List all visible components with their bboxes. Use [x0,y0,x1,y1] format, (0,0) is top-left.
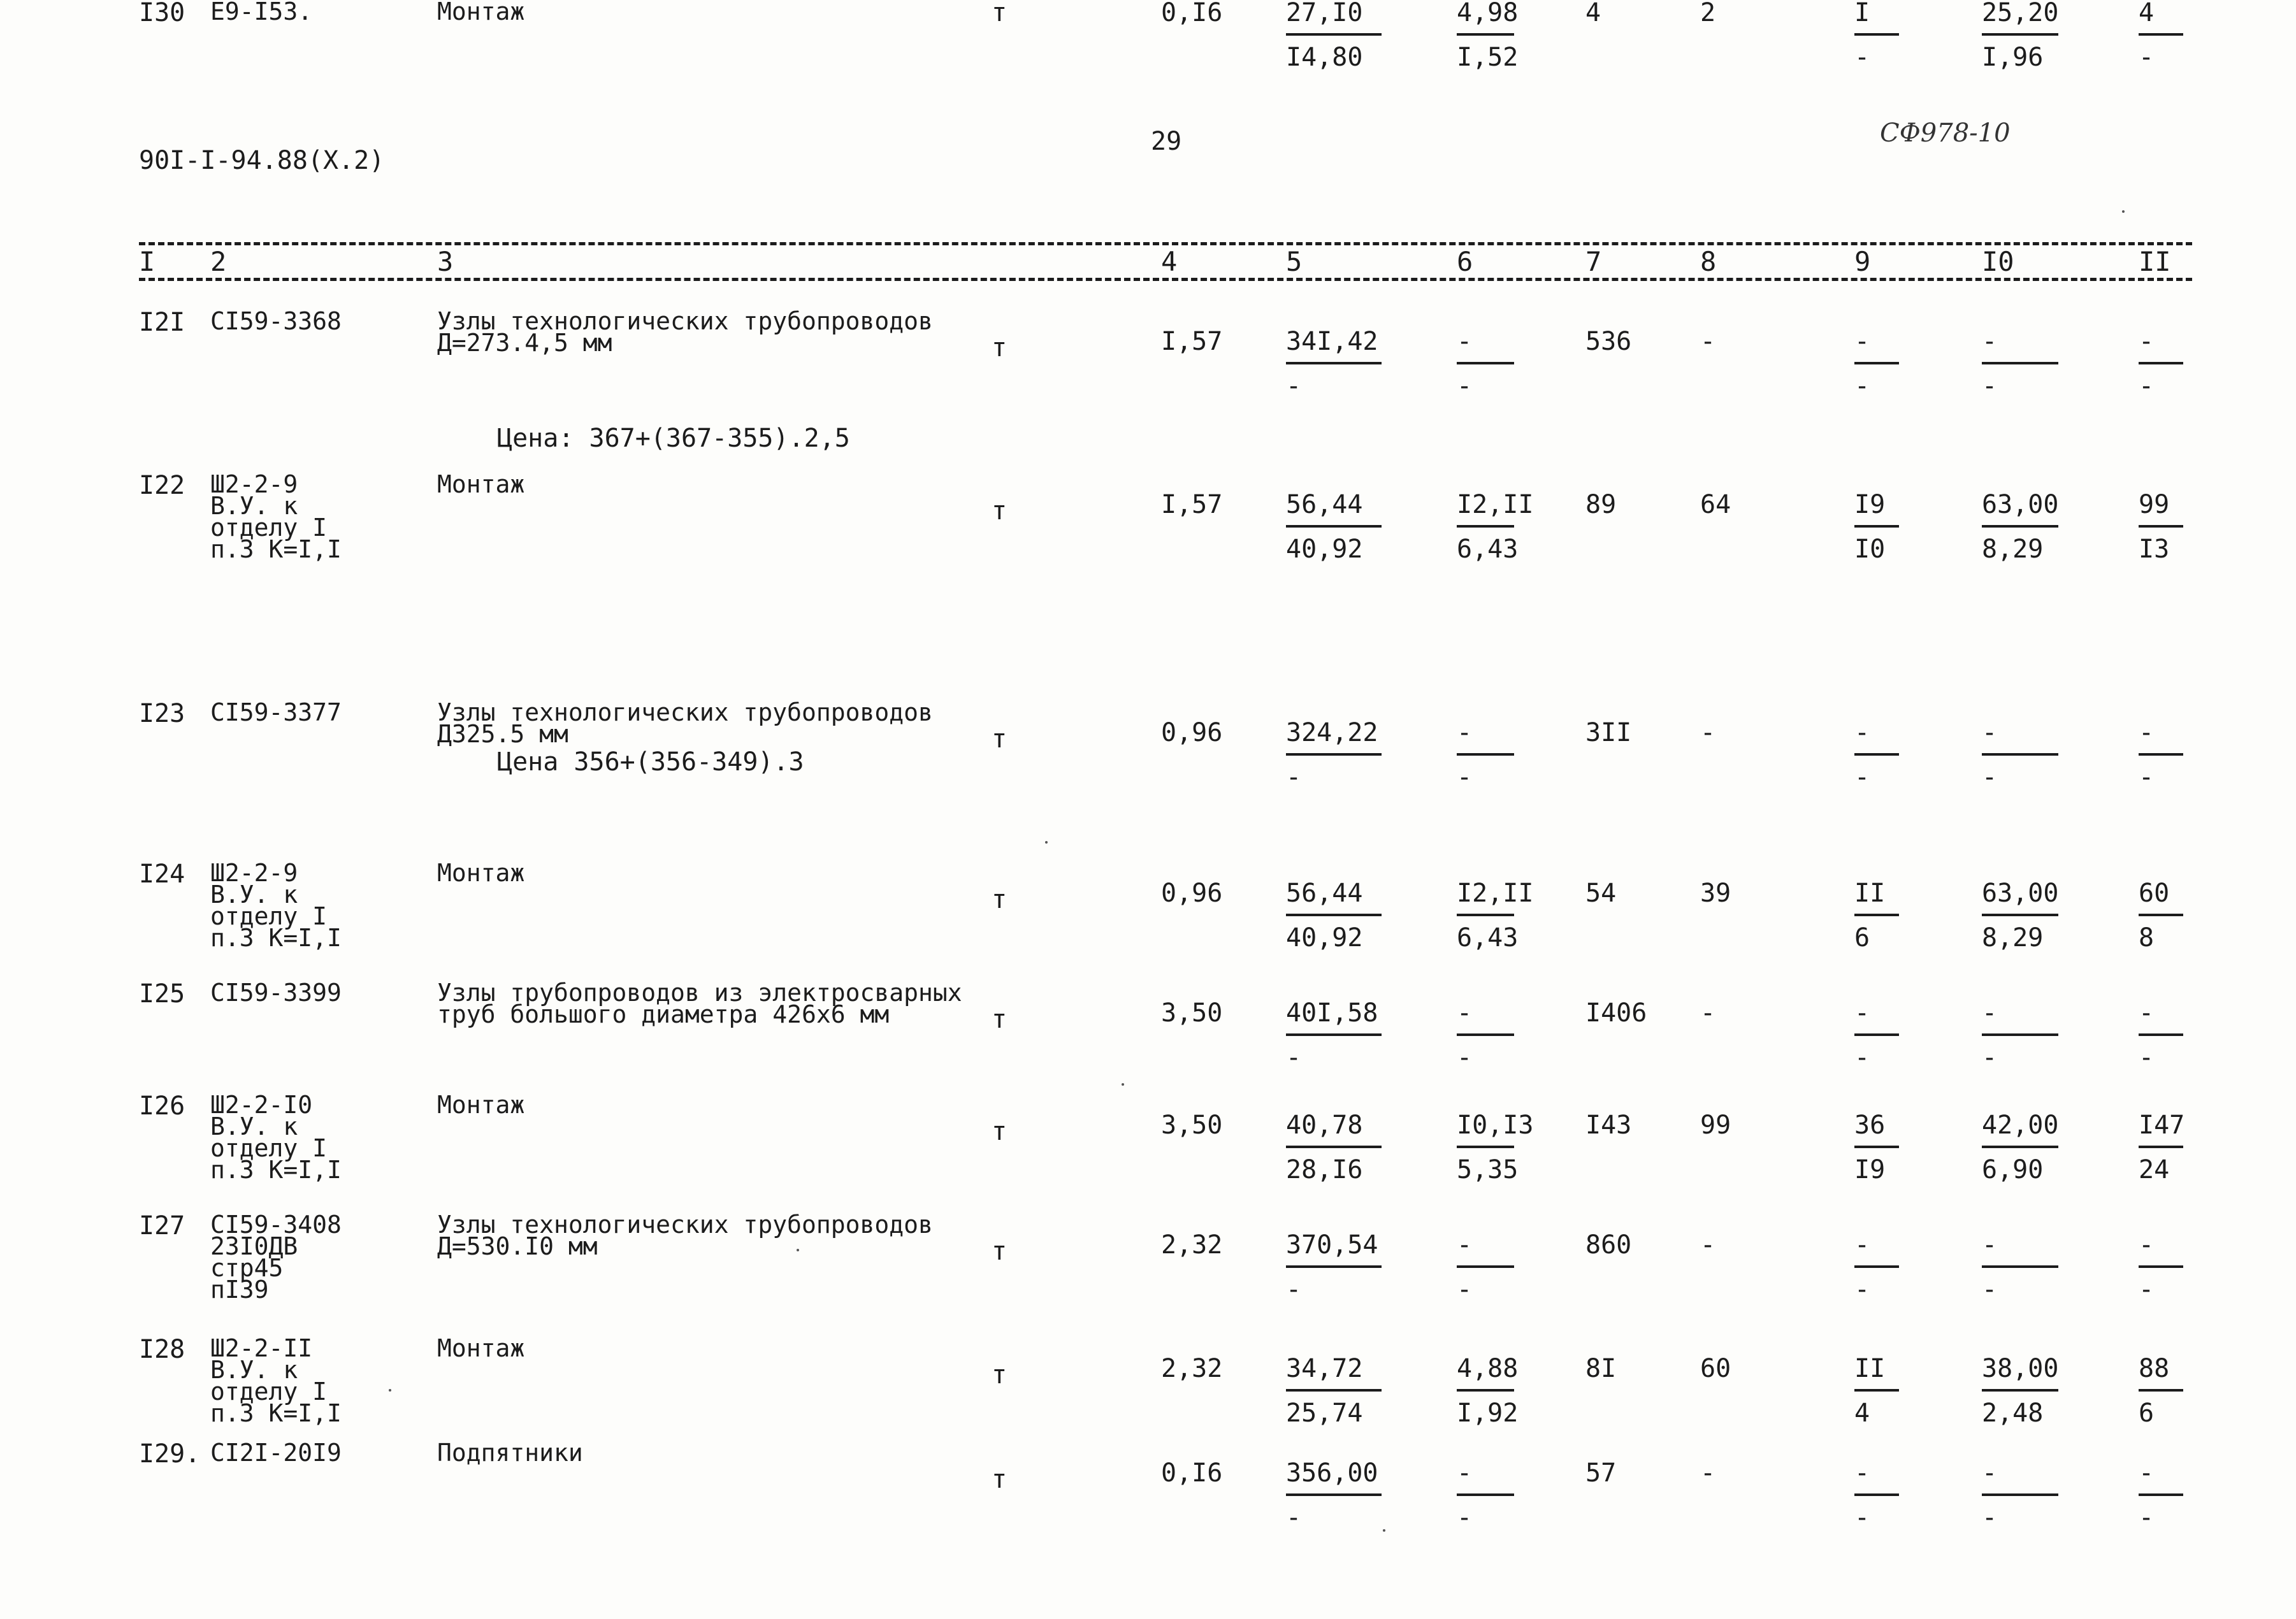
numerator: I47 [2139,1111,2185,1140]
fraction-bar [1982,914,2058,916]
denominator: 8 [2139,923,2155,953]
col7-value: 3II [1585,718,1632,747]
unit: т [992,0,1007,27]
col7-value: 860 [1585,1230,1632,1260]
row-number: I22 [139,471,185,500]
col7-value: 54 [1585,879,1617,908]
fraction-bar [1982,1146,2058,1148]
denominator: 8,29 [1982,535,2044,564]
col8-value: 2 [1700,0,1716,27]
norm-code-line: CI59-3377 [210,698,342,726]
denominator: - [1982,1503,1998,1532]
unit: т [992,1237,1007,1266]
price-note: Цена: 367+(367-355).2,5 [497,424,850,453]
denominator: I3 [2139,535,2170,564]
work-description-line: Д=530.I0 мм [437,1232,598,1260]
unit: т [992,1465,1007,1494]
row-number: I30 [139,0,185,27]
denominator: 24 [2139,1155,2170,1184]
fraction-bar [2139,1033,2183,1036]
denominator: - [1854,1275,1870,1304]
quantity: 0,96 [1161,879,1223,908]
denominator: I0 [1854,535,1886,564]
numerator: - [2139,998,2155,1028]
denominator: I,96 [1982,43,2044,72]
column-header: 4 [1161,246,1178,277]
fraction-bar [1854,753,1899,756]
unit: т [992,333,1007,363]
numerator: 4,98 [1457,0,1519,27]
numerator: - [1854,1230,1870,1260]
denominator: - [1854,43,1870,72]
fraction-bar [1982,1493,2058,1496]
fraction-bar [1854,1265,1899,1268]
norm-code-line: отделу I [210,1378,328,1406]
numerator: 40,78 [1286,1111,1363,1140]
numerator: II [1854,1354,1886,1383]
denominator: I,52 [1457,43,1519,72]
unit: т [992,496,1007,526]
denominator: 6 [1854,923,1870,953]
denominator: - [2139,1503,2155,1532]
col7-value: 57 [1585,1458,1617,1488]
numerator: 42,00 [1982,1111,2059,1140]
work-description-line: Узлы трубопроводов из электросварных [437,979,962,1007]
denominator: - [1982,1275,1998,1304]
fraction-bar [1854,1389,1899,1392]
row-number: I28 [139,1335,185,1364]
col7-value: 8I [1585,1354,1617,1383]
unit: т [992,1117,1007,1146]
denominator: 25,74 [1286,1399,1363,1428]
numerator: II [1854,879,1886,908]
norm-code-line: Ш2-2-II [210,1334,313,1362]
denominator: 4 [1854,1399,1870,1428]
numerator: 56,44 [1286,879,1363,908]
col7-value: 536 [1585,327,1632,356]
col8-value: 99 [1700,1111,1731,1140]
col8-value: 39 [1700,879,1731,908]
row-number: I23 [139,699,185,728]
norm-code-line: отделу I [210,902,328,930]
denominator: - [1982,1043,1998,1072]
numerator: 63,00 [1982,490,2059,519]
denominator: - [1286,763,1302,792]
fraction-bar [1854,1493,1899,1496]
numerator: 34I,42 [1286,327,1378,356]
norm-code-line: п.3 К=I,I [210,535,342,563]
column-header: 2 [210,246,227,277]
denominator: - [2139,1043,2155,1072]
numerator: - [1457,718,1473,747]
denominator: - [1854,371,1870,401]
numerator: - [1854,1458,1870,1488]
column-header: 7 [1585,246,1602,277]
fraction-bar [1854,33,1899,36]
quantity: 2,32 [1161,1230,1223,1260]
denominator: - [1457,1503,1473,1532]
numerator: 88 [2139,1354,2170,1383]
numerator: - [1457,327,1473,356]
fraction-bar [2139,1389,2183,1392]
work-description-line: Д=273.4,5 мм [437,329,612,357]
work-description-line: Монтаж [437,859,525,887]
fraction-bar [1286,914,1382,916]
fraction-bar [2139,1265,2183,1268]
fraction-bar [2139,1493,2183,1496]
norm-code-line: CI59-3368 [210,307,342,335]
work-description-line: Узлы технологических трубопроводов [437,1211,933,1239]
numerator: 38,00 [1982,1354,2059,1383]
numerator: - [1457,1458,1473,1488]
fraction-bar [2139,914,2183,916]
work-description-line: Узлы технологических трубопроводов [437,307,933,335]
denominator: - [1457,763,1473,792]
col8-value: - [1700,718,1716,747]
fraction-bar [1854,525,1899,528]
numerator: 34,72 [1286,1354,1363,1383]
fraction-bar [1286,753,1382,756]
fraction-bar [1982,1033,2058,1036]
work-description-line: труб большого диаметра 426х6 мм [437,1000,890,1028]
price-note: Цена 356+(356-349).3 [497,747,804,777]
fraction-bar [1286,1033,1382,1036]
fraction-bar [1457,1389,1514,1392]
column-header: 6 [1457,246,1473,277]
fraction-bar [1286,525,1382,528]
denominator: 6,90 [1982,1155,2044,1184]
fraction-bar [1982,33,2058,36]
fraction-bar [1457,1265,1514,1268]
work-description-line: Узлы технологических трубопроводов [437,698,933,726]
fraction-bar [1457,525,1514,528]
norm-code-line: В.У. к [210,1112,298,1140]
row-number: I27 [139,1211,185,1241]
norm-code-line: Е9-I53. [210,0,313,25]
numerator: - [1854,327,1870,356]
quantity: 0,I6 [1161,1458,1223,1488]
norm-code-line: В.У. к [210,492,298,520]
denominator: 5,35 [1457,1155,1519,1184]
fraction-bar [1982,753,2058,756]
fraction-bar [2139,1146,2183,1148]
denominator: - [1854,763,1870,792]
unit: т [992,885,1007,914]
denominator: 40,92 [1286,535,1363,564]
quantity: 3,50 [1161,998,1223,1028]
fraction-bar [1854,1033,1899,1036]
numerator: 25,20 [1982,0,2059,27]
numerator: I2,II [1457,879,1534,908]
col8-value: 64 [1700,490,1731,519]
fraction-bar [1457,1146,1514,1148]
numerator: - [2139,327,2155,356]
page-number: 29 [1151,127,1182,156]
column-header: 8 [1700,246,1717,277]
fraction-bar [1982,1265,2058,1268]
numerator: 36 [1854,1111,1886,1140]
numerator: 60 [2139,879,2170,908]
denominator: - [2139,1275,2155,1304]
column-header: 9 [1854,246,1871,277]
column-header: II [2139,246,2171,277]
quantity: 0,I6 [1161,0,1223,27]
numerator: I2,II [1457,490,1534,519]
work-description-line: Д325.5 мм [437,720,568,748]
norm-code-line: Ш2-2-9 [210,859,298,887]
row-number: I26 [139,1091,185,1121]
numerator: 356,00 [1286,1458,1378,1488]
denominator: - [1457,1043,1473,1072]
numerator: - [1982,327,1998,356]
unit: т [992,724,1007,754]
fraction-bar [1286,33,1382,36]
work-description-line: Монтаж [437,0,525,25]
header-top-rule [139,242,2192,245]
work-description-line: Монтаж [437,1091,525,1119]
col7-value: 4 [1585,0,1601,27]
col8-value: - [1700,1458,1716,1488]
norm-code-line: пI39 [210,1276,269,1304]
quantity: I,57 [1161,490,1223,519]
column-header: I0 [1982,246,2014,277]
denominator: 6,43 [1457,923,1519,953]
denominator: I9 [1854,1155,1886,1184]
unit: т [992,1005,1007,1034]
row-number: I25 [139,979,185,1009]
fraction-bar [1457,33,1514,36]
quantity: 0,96 [1161,718,1223,747]
numerator: 4,88 [1457,1354,1519,1383]
numerator: 4 [2139,0,2155,27]
norm-code-line: В.У. к [210,1356,298,1384]
col7-value: 89 [1585,490,1617,519]
fraction-bar [1286,1493,1382,1496]
fraction-bar [1854,362,1899,364]
fraction-bar [1982,525,2058,528]
col7-value: I406 [1585,998,1647,1028]
archive-stamp: СФ978-10 [1880,119,2011,148]
denominator: - [1286,371,1302,401]
numerator: 63,00 [1982,879,2059,908]
denominator: 2,48 [1982,1399,2044,1428]
row-number: I29. [139,1439,201,1469]
denominator: - [1457,1275,1473,1304]
denominator: - [1854,1503,1870,1532]
norm-code-line: В.У. к [210,881,298,909]
numerator: I [1854,0,1870,27]
numerator: 40I,58 [1286,998,1378,1028]
col8-value: - [1700,998,1716,1028]
fraction-bar [1854,914,1899,916]
work-description-line: Монтаж [437,470,525,498]
norm-code-line: CI2I-20I9 [210,1439,342,1467]
fraction-bar [1457,1033,1514,1036]
column-header: I [139,246,155,277]
numerator: I9 [1854,490,1886,519]
fraction-bar [1286,1146,1382,1148]
numerator: - [1982,1458,1998,1488]
norm-code-line: Ш2-2-9 [210,470,298,498]
denominator: I4,80 [1286,43,1363,72]
numerator: - [1982,718,1998,747]
header-bottom-rule [139,278,2192,281]
col7-value: I43 [1585,1111,1632,1140]
unit: т [992,1360,1007,1390]
norm-code-line: Ш2-2-I0 [210,1091,313,1119]
numerator: - [2139,1230,2155,1260]
denominator: - [1457,371,1473,401]
quantity: I,57 [1161,327,1223,356]
fraction-bar [1457,362,1514,364]
norm-code-line: CI59-3408 [210,1211,342,1239]
quantity: 2,32 [1161,1354,1223,1383]
row-number: I2I [139,308,185,337]
norm-code-line: п.3 К=I,I [210,1399,342,1427]
numerator: - [1854,998,1870,1028]
numerator: 324,22 [1286,718,1378,747]
fraction-bar [1286,1389,1382,1392]
fraction-bar [1457,1493,1514,1496]
fraction-bar [1854,1146,1899,1148]
norm-code-line: стр45 [210,1254,284,1282]
fraction-bar [1457,753,1514,756]
denominator: 28,I6 [1286,1155,1363,1184]
numerator: 99 [2139,490,2170,519]
col8-value: - [1700,1230,1716,1260]
fraction-bar [1286,1265,1382,1268]
norm-code-line: CI59-3399 [210,979,342,1007]
norm-code-line: отделу I [210,1134,328,1162]
col8-value: 60 [1700,1354,1731,1383]
fraction-bar [2139,753,2183,756]
numerator: - [1854,718,1870,747]
document-code: 90I-I-94.88(X.2) [139,146,385,175]
norm-code-line: п.3 К=I,I [210,924,342,952]
work-description-line: Подпятники [437,1439,583,1467]
fraction-bar [1457,914,1514,916]
work-description-line: Монтаж [437,1334,525,1362]
fraction-bar [2139,525,2183,528]
denominator: 6,43 [1457,535,1519,564]
norm-code-line: п.3 К=I,I [210,1156,342,1184]
numerator: - [1457,998,1473,1028]
fraction-bar [1982,1389,2058,1392]
numerator: - [2139,1458,2155,1488]
norm-code-line: отделу I [210,514,328,542]
numerator: - [1982,1230,1998,1260]
denominator: - [1982,371,1998,401]
numerator: - [1982,998,1998,1028]
numerator: 370,54 [1286,1230,1378,1260]
denominator: - [1286,1043,1302,1072]
denominator: I,92 [1457,1399,1519,1428]
row-number: I24 [139,860,185,889]
denominator: - [1982,763,1998,792]
denominator: 6 [2139,1399,2155,1428]
denominator: - [1286,1275,1302,1304]
numerator: I0,I3 [1457,1111,1534,1140]
denominator: - [2139,763,2155,792]
numerator: - [1457,1230,1473,1260]
quantity: 3,50 [1161,1111,1223,1140]
fraction-bar [2139,33,2183,36]
denominator: - [2139,43,2155,72]
denominator: 8,29 [1982,923,2044,953]
column-header: 3 [437,246,454,277]
numerator: 56,44 [1286,490,1363,519]
fraction-bar [2139,362,2183,364]
col8-value: - [1700,327,1716,356]
denominator: - [1286,1503,1302,1532]
fraction-bar [1286,362,1382,364]
numerator: - [2139,718,2155,747]
column-header: 5 [1286,246,1303,277]
denominator: - [1854,1043,1870,1072]
denominator: - [2139,371,2155,401]
fraction-bar [1982,362,2058,364]
numerator: 27,I0 [1286,0,1363,27]
norm-code-line: 23I0ДВ [210,1232,298,1260]
denominator: 40,92 [1286,923,1363,953]
